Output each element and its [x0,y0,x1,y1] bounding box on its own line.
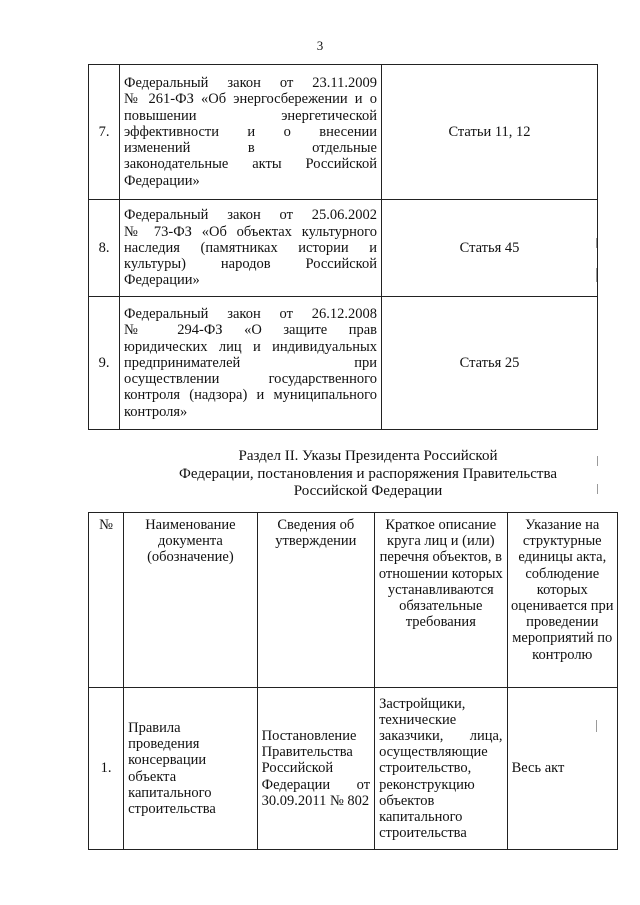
document-line: Федеральный закон от 26.12.2008 [124,306,377,323]
document-line: осуществлении государственного [124,371,377,388]
articles-cell: Статья 45 [382,200,598,297]
page-number: 3 [316,38,324,53]
section-heading-line: Российской Федерации [293,483,443,499]
document-line: наследия (памятниках истории и [124,239,377,256]
row-number: 1. [89,688,124,850]
acts-table [88,512,618,850]
row-number: 8. [89,200,120,297]
table-row [89,688,618,850]
document-name-cell: Правила проведения консервации объекта капитального строительства [124,688,258,850]
document-line: № 261-ФЗ «Об энергосбережении и о [124,91,377,108]
scan-mark [597,484,598,494]
table-row [89,200,598,297]
document-line: эффективности и о внесении [124,123,377,140]
approval-cell: Постановление Правительства Российской Федерации от 30.09.2011 № 802 [257,688,374,850]
scan-mark [596,268,597,282]
column-header-name: Наименование документа (обозначение) [124,513,258,688]
document-line: контроля (надзора) и муниципального [124,387,377,404]
document-cell [120,297,382,430]
document-cell [120,200,382,297]
document-line: Федерации» [124,272,200,289]
column-header-number: № [89,513,124,688]
scope-cell: Застройщики, технические заказчики, лица, осуществляющие строительство, реконструкцию объектов капитального строительства [375,688,508,850]
table-row [89,297,598,430]
row-number: 7. [89,65,120,200]
document-line: Федерации» [124,172,200,189]
document-line: законодательные акты Российской [124,156,377,173]
scan-mark [596,720,597,732]
document-cell [120,65,382,200]
row-number: 9. [89,297,120,430]
scan-mark [597,456,598,466]
document-line: предпринимателей при [124,354,377,371]
document-line: № 294-ФЗ «О защите прав [124,322,377,339]
table-row [89,65,598,200]
column-header-units: Указание на структурные единицы акта, соблюдение которых оценивается при проведении мероприятий по контролю [507,513,617,688]
document-line: контроля» [124,403,188,420]
header-row [89,513,618,688]
articles-cell: Статья 25 [382,297,598,430]
document-line: повышении энергетической [124,107,377,124]
document-line: культуры) народов Российской [124,256,377,273]
document-line: юридических лиц и индивидуальных [124,338,377,355]
articles-cell: Статьи 11, 12 [382,65,598,200]
document-line: № 73-ФЗ «Об объектах культурного [124,223,377,240]
scan-mark [596,238,597,248]
document-line: Федеральный закон от 25.06.2002 [124,207,377,224]
section-heading [120,448,616,501]
units-cell: Весь акт [507,688,617,850]
column-header-approval: Сведения об утверждении [257,513,374,688]
document-line: Федеральный закон от 23.11.2009 [124,75,377,92]
column-header-scope: Краткое описание круга лиц и (или) перечня объектов, в отношении которых устанавливаются обязательные требования [375,513,508,688]
document-line: изменений в отдельные [124,140,377,157]
section-heading-line: Раздел II. Указы Президента Российской [238,448,498,464]
laws-table [88,64,598,430]
section-heading-line: Федерации, постановления и распоряжения Правительства [179,465,557,482]
